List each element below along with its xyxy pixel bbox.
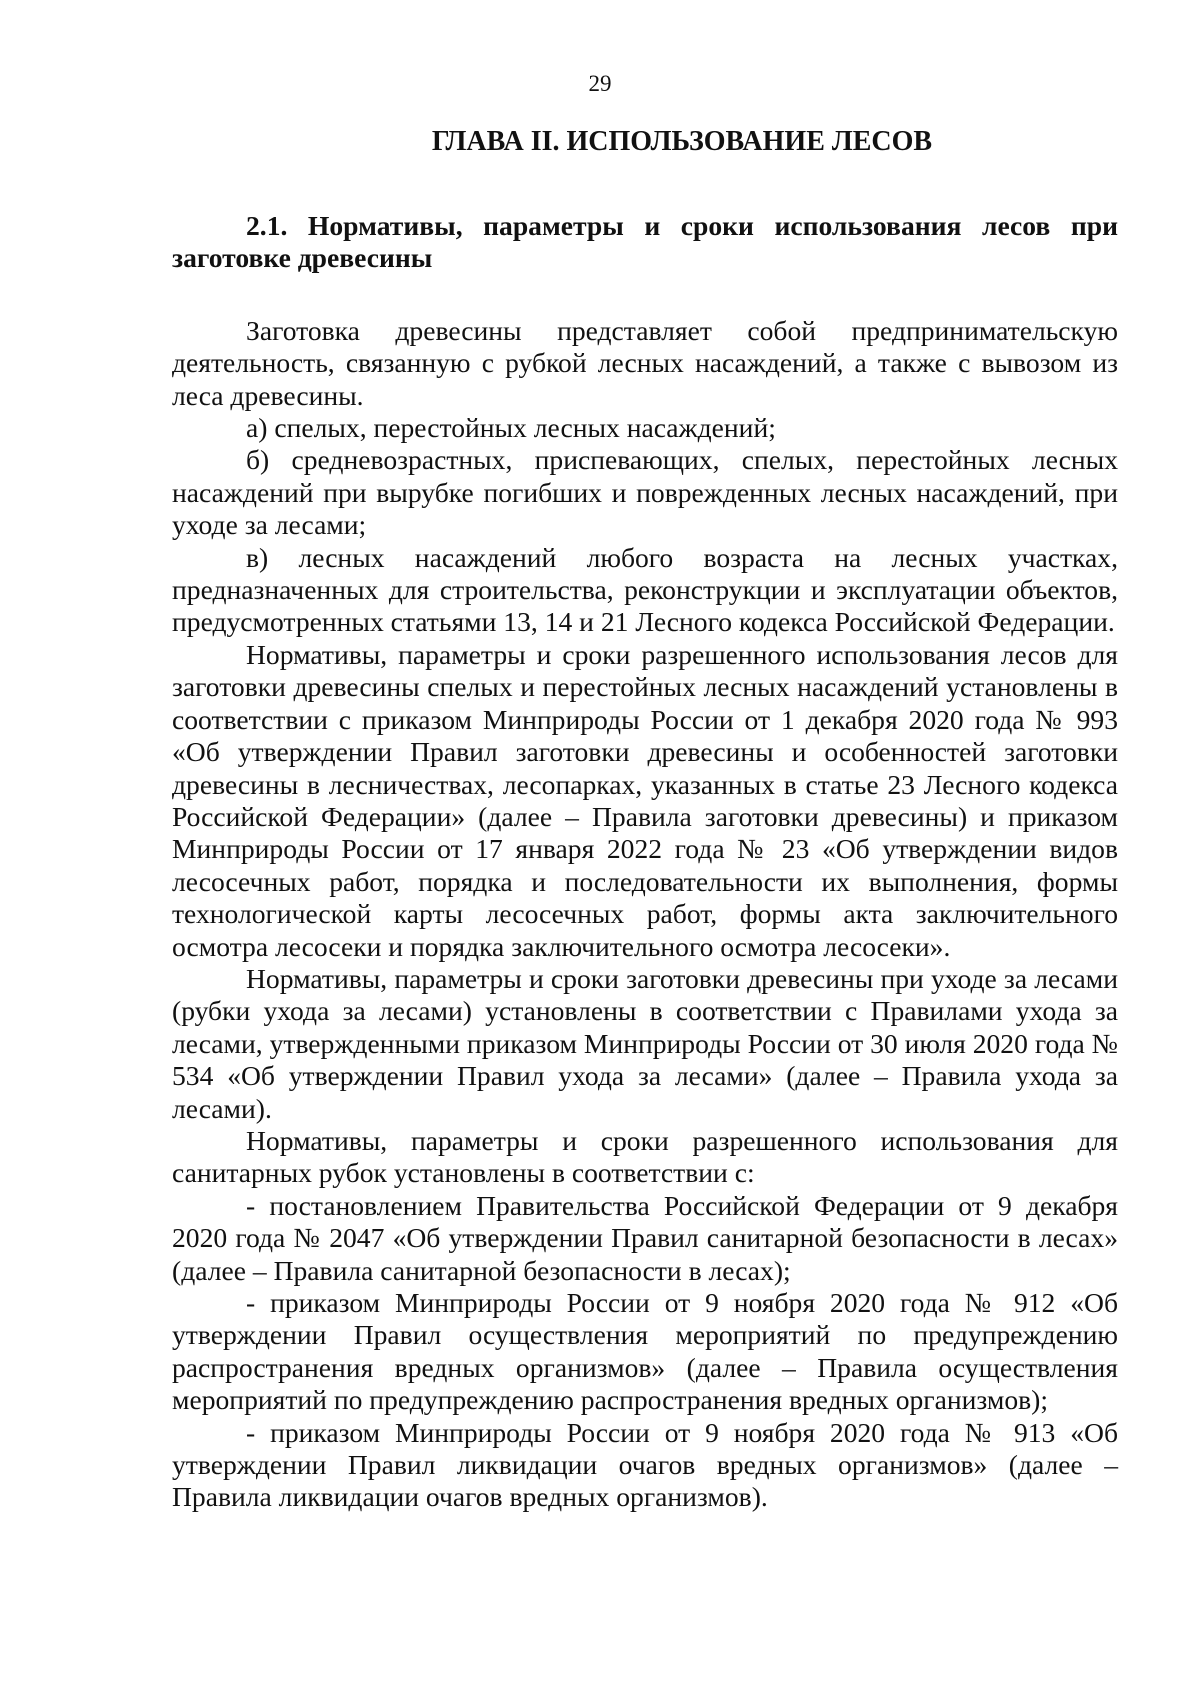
chapter-title: ГЛАВА II. ИСПОЛЬЗОВАНИЕ ЛЕСОВ: [431, 126, 933, 157]
dash-item-decree-2047: - постановлением Правительства Российской Федерации от 9 декабря 2020 года № 2047 «Об утверждении Правил санитарной безопасности в лесах» (далее – Правила санитарной безопасности в лесах);: [172, 1189, 1118, 1286]
section-title: 2.1. Нормативы, параметры и сроки использования лесов при заготовке древесины: [172, 210, 1118, 274]
dash-item-order-912: - приказом Минприроды России от 9 ноября 2020 года № 912 «Об утверждении Правил осуществления мероприятий по предупреждению распространения вредных организмов» (далее – Правила осуществления мероприятий по предупреждению распространения вредных организмов);: [172, 1287, 1118, 1416]
paragraph-sanitary: Нормативы, параметры и сроки разрешенного использования для санитарных рубок установлены в соответствии с:: [172, 1124, 1118, 1189]
page-number: 29: [588, 71, 612, 96]
list-item-a: а) спелых, перестойных лесных насаждений;: [246, 412, 776, 444]
paragraph-forest-care: Нормативы, параметры и сроки заготовки древесины при уходе за лесами (рубки ухода за лесами) установлены в соответствии с Правилами ухода за лесами, утвержденными приказом Минприроды России от 30 июля 2020 года № 534 «Об утверждении Правил ухода за лесами» (далее – Правила ухода за лесами).: [172, 962, 1118, 1124]
page-content: [172, 124, 1118, 1514]
paragraph-mature-stands: Нормативы, параметры и сроки разрешенного использования лесов для заготовки древесины спелых и перестойных лесных насаждений установлены в соответствии с приказом Минприроды России от 1 декабря 2020 года № 993 «Об утверждении Правил заготовки древесины и особенностей заготовки древесины в лесничествах, лесопарках, указанных в статье 23 Лесного кодекса Российской Федерации» (далее – Правила заготовки древесины) и приказом Минприроды России от 17 января 2022 года № 23 «Об утверждении видов лесосечных работ, порядка и последовательности их выполнения, формы технологической карты лесосечных работ, формы акта заключительного осмотра лесосеки и порядка заключительного осмотра лесосеки».: [172, 638, 1118, 962]
dash-item-order-913: - приказом Минприроды России от 9 ноября 2020 года № 913 «Об утверждении Правил ликвидации очагов вредных организмов» (далее – Правила ликвидации очагов вредных организмов).: [172, 1416, 1118, 1513]
list-item-v: в) лесных насаждений любого возраста на лесных участках, предназначенных для строительства, реконструкции и эксплуатации объектов, предусмотренных статьями 13, 14 и 21 Лесного кодекса Российской Федерации.: [172, 541, 1118, 638]
paragraph-intro: Заготовка древесины представляет собой предпринимательскую деятельность, связанную с рубкой лесных насаждений, а также с вывозом из леса древесины.: [172, 314, 1118, 411]
body-text: [172, 315, 1118, 1514]
list-item-b: б) средневозрастных, приспевающих, спелых, перестойных лесных насаждений при вырубке погибших и поврежденных лесных насаждений, при уходе за лесами;: [172, 444, 1118, 541]
